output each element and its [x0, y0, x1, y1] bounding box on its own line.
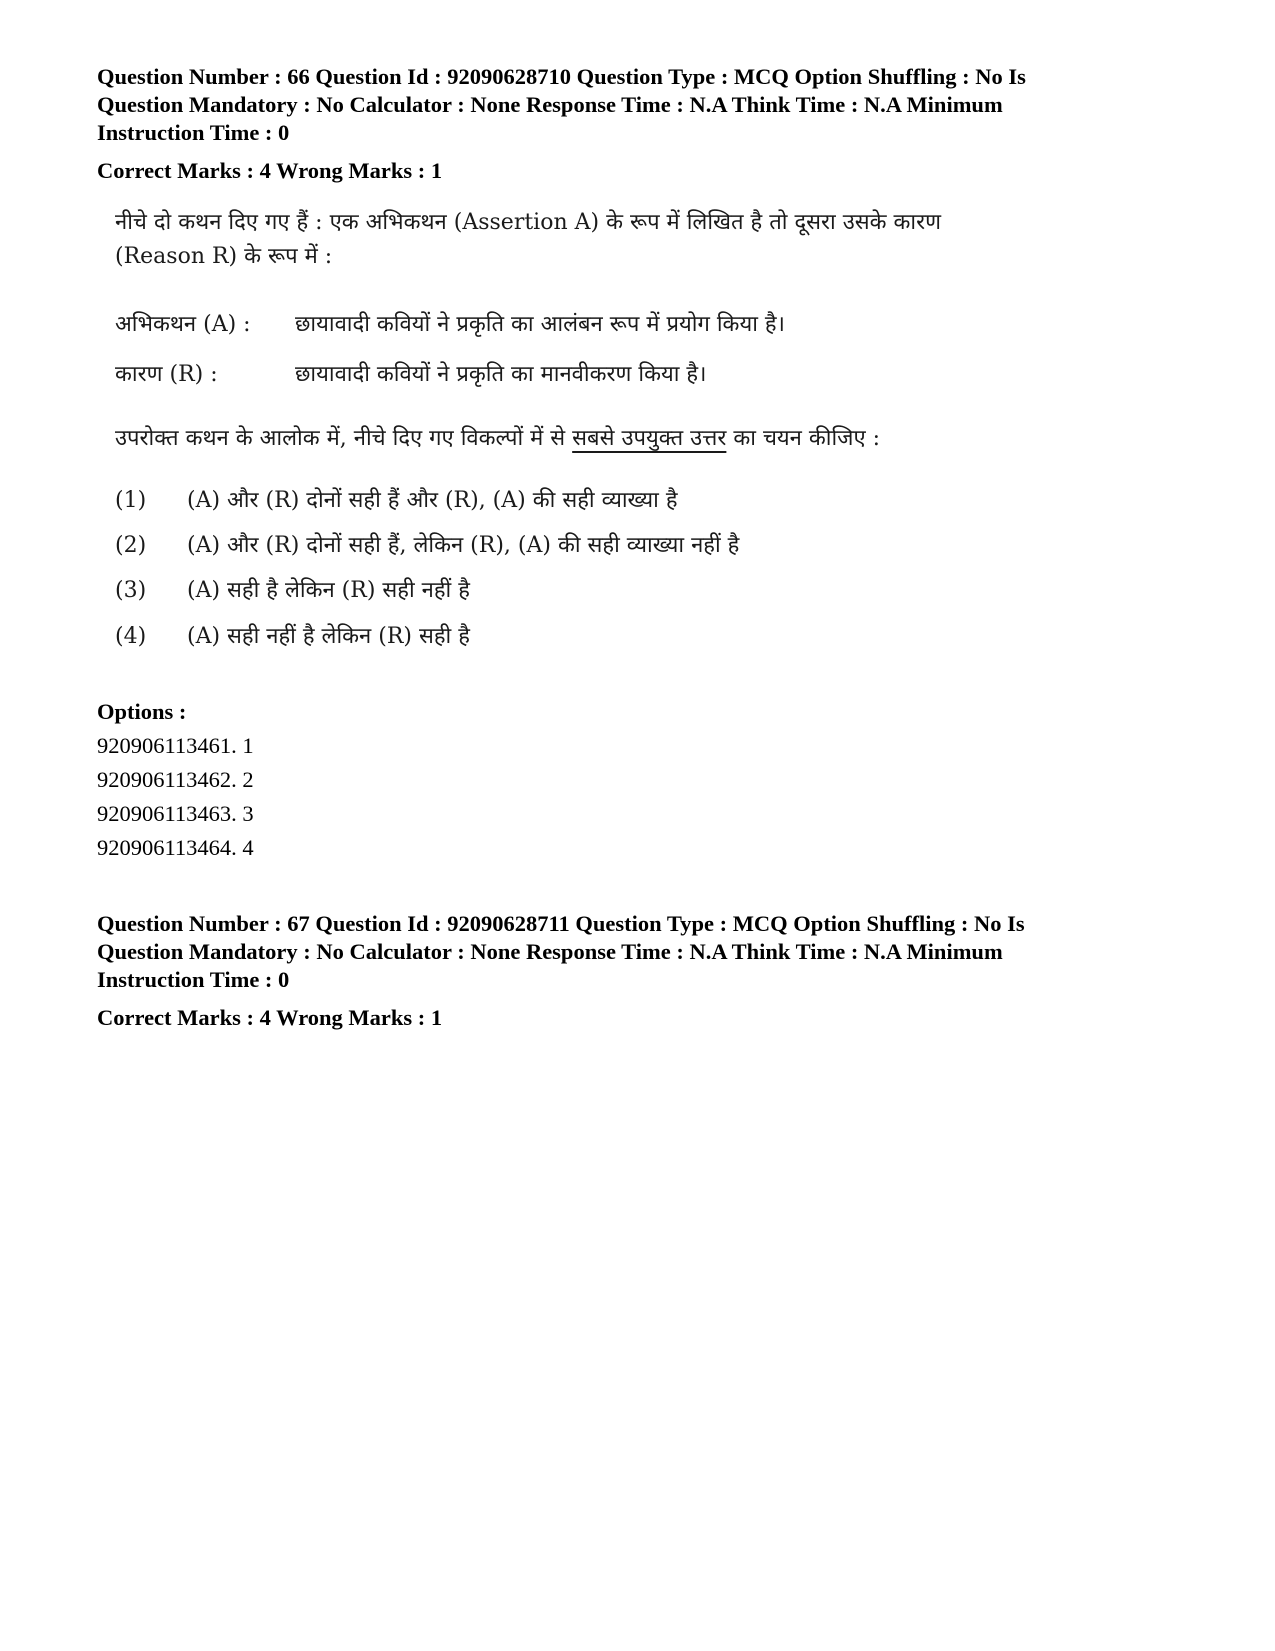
choice-text: (A) और (R) दोनों सही हैं, लेकिन (R), (A) की सही व्याख्या नहीं है — [187, 533, 740, 558]
assertion-text: छायावादी कवियों ने प्रकृति का आलंबन रूप में प्रयोग किया है। — [295, 312, 785, 337]
prompt-before: उपरोक्त कथन के आलोक में, नीचे दिए गए विकल्पों में से — [115, 426, 573, 451]
reason-text: छायावादी कवियों ने प्रकृति का मानवीकरण किया है। — [295, 362, 707, 387]
assertion-label: अभिकथन (A) : — [115, 312, 251, 337]
q66-meta-line-1: Question Number : 66 Question Id : 92090628710 Question Type : MCQ Option Shuffling : No Is — [97, 64, 1026, 89]
prompt-underlined: सबसे उपयुक्त उत्तर — [572, 426, 727, 451]
q66-reason — [115, 358, 706, 388]
q66-choice-3 — [115, 574, 470, 604]
choice-number: (3) — [115, 578, 147, 603]
q66-options-title: Options : — [97, 699, 187, 724]
q66-meta — [97, 63, 1177, 147]
q67-meta-line-3: Instruction Time : 0 — [97, 967, 290, 992]
q67-meta-line-2: Question Mandatory : No Calculator : None Response Time : N.A Think Time : N.A Minimum — [97, 939, 1003, 964]
q67-marks: Correct Marks : 4 Wrong Marks : 1 — [97, 1005, 443, 1030]
q66-meta-line-3: Instruction Time : 0 — [97, 120, 290, 145]
q66-choice-4 — [115, 620, 470, 650]
choice-text: (A) और (R) दोनों सही हैं और (R), (A) की सही व्याख्या है — [187, 488, 678, 513]
q66-prompt — [115, 422, 880, 452]
q66-option-4: 920906113464. 4 — [97, 835, 254, 860]
q67-meta — [97, 910, 1177, 994]
q66-option-2: 920906113462. 2 — [97, 767, 254, 792]
q66-choice-1 — [115, 484, 678, 514]
q66-option-3: 920906113463. 3 — [97, 801, 254, 826]
choice-number: (4) — [115, 624, 147, 649]
choice-text: (A) सही नहीं है लेकिन (R) सही है — [187, 624, 470, 649]
q66-meta-line-2: Question Mandatory : No Calculator : None Response Time : N.A Think Time : N.A Minimum — [97, 92, 1003, 117]
choice-number: (2) — [115, 533, 147, 558]
reason-label: कारण (R) : — [115, 362, 218, 387]
q66-assertion — [115, 308, 785, 338]
choice-number: (1) — [115, 488, 147, 513]
q66-marks: Correct Marks : 4 Wrong Marks : 1 — [97, 158, 443, 183]
q66-choice-2 — [115, 529, 739, 559]
choice-text: (A) सही है लेकिन (R) सही नहीं है — [187, 578, 470, 603]
q66-intro: नीचे दो कथन दिए गए हैं : एक अभिकथन (Assertion A) के रूप में लिखित है तो दूसरा उसके कारण (Reason R) के रूप में : — [115, 210, 942, 269]
prompt-after: का चयन कीजिए : — [726, 426, 881, 451]
q67-meta-line-1: Question Number : 67 Question Id : 92090628711 Question Type : MCQ Option Shuffling : No Is — [97, 911, 1025, 936]
q66-option-1: 920906113461. 1 — [97, 733, 254, 758]
